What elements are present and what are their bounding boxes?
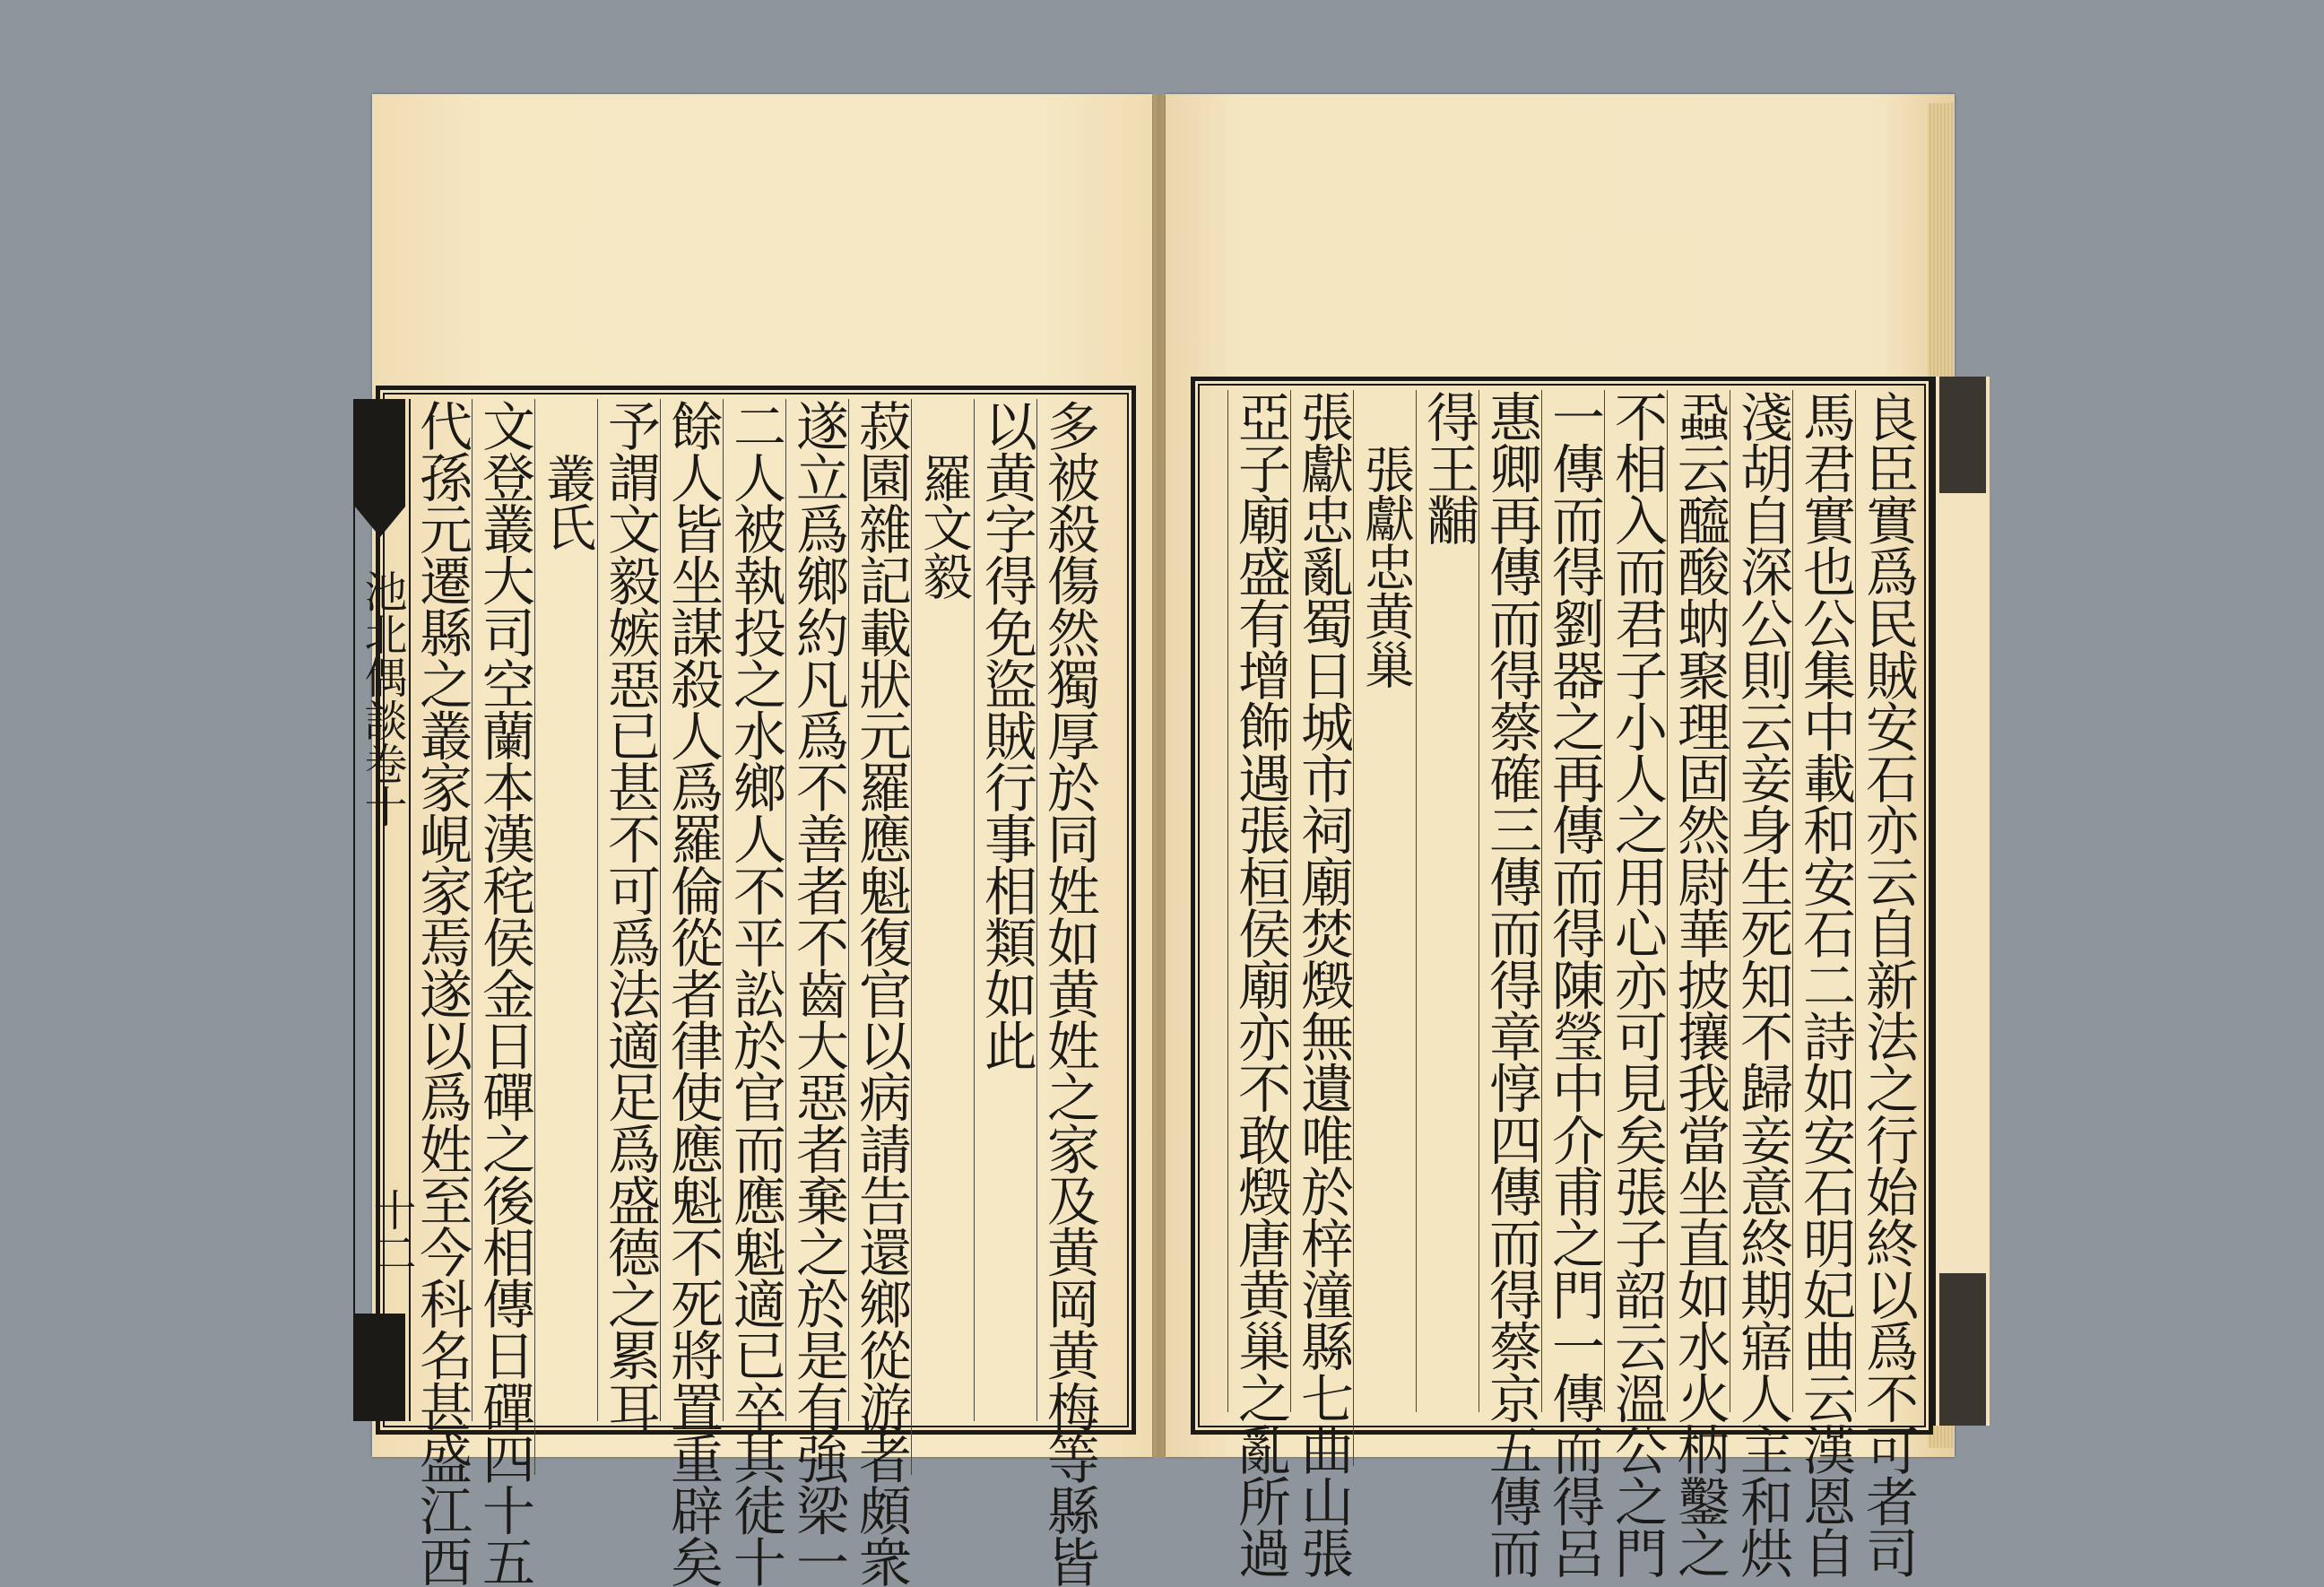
fish-tail-bottom <box>355 1314 405 1421</box>
right-col-6: 一傳而得劉器之再傳而得陳瑩中介甫之門一傳而得呂 <box>1543 390 1605 1578</box>
right-col-2: 馬君實也公集中載和安石二詩如安石明妃曲云漢恩自 <box>1794 390 1856 1578</box>
right-col-10: 張獻忠亂蜀日城市祠廟焚燬無遺唯於梓潼縣七曲山張 <box>1292 390 1354 1578</box>
fish-tail-fragment-top <box>1939 377 1986 493</box>
right-page <box>1166 94 1955 1578</box>
banxin-title: 池北偶談卷十 <box>357 569 407 828</box>
left-page <box>357 94 1152 1587</box>
right-banxin-fragment <box>1933 377 1990 1426</box>
left-text-frame <box>357 386 1136 1587</box>
right-col-8: 得王黼 <box>1416 390 1479 1412</box>
right-text-frame <box>1191 377 1933 1578</box>
banxin-folio: 十二 <box>366 1188 416 1274</box>
right-col-4: 蝨云醯酸蚋聚理固然尉華披攘我當坐直如水火枘鑿之 <box>1669 390 1730 1578</box>
left-banxin <box>353 399 416 1421</box>
right-col-7: 惠卿再傳而得蔡確三傳而得章惇四傳而得蔡京五傳而 <box>1480 390 1542 1578</box>
right-col-3: 淺胡自深公則云妾身生死知不歸妾意終期寤人主和烘 <box>1731 390 1793 1578</box>
left-col-1: 多被殺傷然獨厚於同姓如黄姓之家及黄岡黄梅等縣皆 <box>1038 399 1100 1587</box>
left-col-4: 菽園雜記載狀元羅應魁復官以病請告還鄉從游者頗衆 <box>850 399 912 1587</box>
left-col-7: 餘人皆坐謀殺人爲羅倫從者律使應魁不死將置重辟矣 <box>662 399 724 1587</box>
left-heading-cong-shi: 叢氏 <box>534 399 598 1475</box>
right-col-1: 良臣實爲民賊安石亦云自新法之行始終以爲不可者司 <box>1857 390 1919 1578</box>
right-heading-zhang-xianzhong: 張獻忠黄巢 <box>1353 390 1417 1466</box>
left-col-2: 以黄字得免盜賊行事相類如此 <box>974 399 1037 1421</box>
fish-tail-top <box>355 399 405 507</box>
open-book <box>354 94 1981 1587</box>
left-col-8: 予謂文毅嫉惡已甚不可爲法適足爲盛德之累耳 <box>599 399 661 1433</box>
left-heading-luo-wenyi: 羅文毅 <box>911 399 975 1475</box>
fish-tail-fragment-bottom <box>1939 1273 1986 1426</box>
left-col-11: 代孫元遷縣之叢家峴家焉遂以爲姓至今科名甚盛江西 <box>411 399 473 1587</box>
left-col-10: 文登叢大司空蘭本漢秺侯金日磾之後相傳日磾四十五 <box>473 399 535 1587</box>
right-col-5: 不相入而君子小人之用心亦可見矣張子韶云溫公之門 <box>1606 390 1668 1578</box>
left-col-6: 二人被執投之水鄉人不平訟於官而應魁適已卒其徒十 <box>724 399 786 1587</box>
right-col-11: 亞子廟盛有增飾遇張桓侯廟亦不敢燬唐黄巢之亂所過 <box>1229 390 1291 1578</box>
left-col-5: 遂立爲鄉約凡爲不善者不齒大惡者棄之於是有強梁一 <box>787 399 849 1587</box>
